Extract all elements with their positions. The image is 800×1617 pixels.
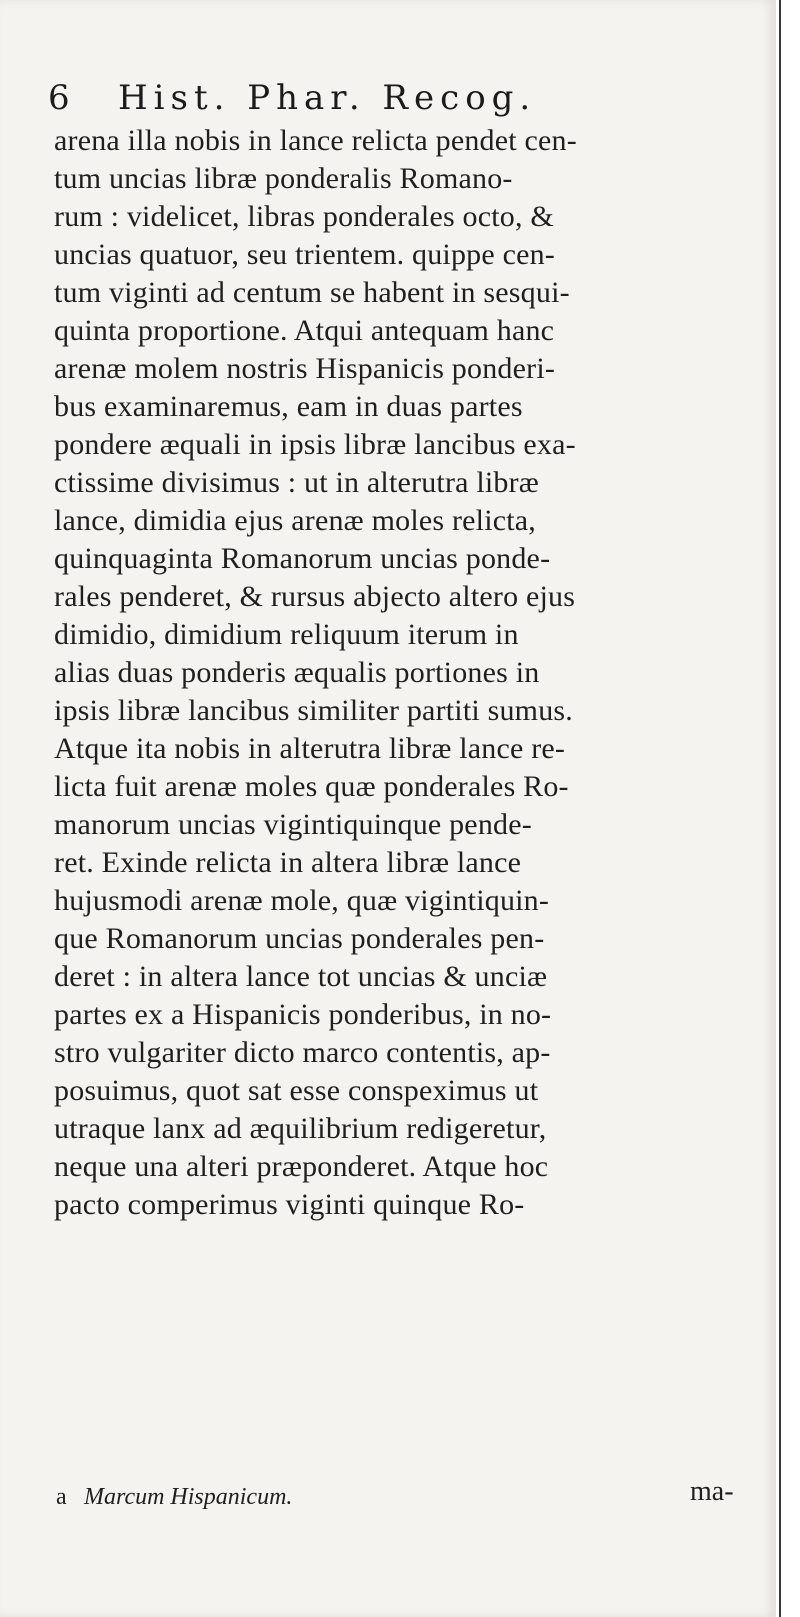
text-line: Atque ita nobis in alterutra libræ lance re- — [54, 732, 566, 765]
text-line: quinquaginta Romanorum uncias ponde- — [54, 542, 551, 575]
text-line: lance, dimidia ejus arenæ moles relicta, — [54, 504, 536, 537]
footnote — [56, 1484, 756, 1512]
text-line: pacto comperimus viginti quinque Ro- — [54, 1188, 525, 1221]
text-line: rum : videlicet, libras ponderales octo, & — [54, 200, 554, 233]
text-line: posuimus, quot sat esse conspeximus ut — [54, 1074, 539, 1107]
footnote-text: Marcum Hispanicum. — [84, 1484, 293, 1510]
text-line: partes ex a Hispanicis ponderibus, in no- — [54, 998, 552, 1031]
text-line: licta fuit arenæ moles quæ ponderales Ro- — [54, 770, 569, 803]
text-line: que Romanorum uncias ponderales pen- — [54, 922, 545, 955]
text-line: arenæ molem nostris Hispanicis ponderi- — [54, 352, 556, 385]
page-number: 6 — [48, 78, 76, 118]
text-line: utraque lanx ad æquilibrium redigeretur, — [54, 1112, 547, 1145]
text-line: uncias quatuor, seu trientem. quippe cen- — [54, 238, 556, 271]
text-line: pondere æquali in ipsis libræ lancibus exa- — [54, 428, 576, 461]
text-line: dimidio, dimidium reliquum iterum in — [54, 618, 519, 651]
catchword: ma- — [690, 1476, 734, 1507]
text-line: hujusmodi arenæ mole, quæ vigintiquin- — [54, 884, 550, 917]
text-line: quinta proportione. Atqui antequam hanc — [54, 314, 555, 347]
text-line: tum viginti ad centum se habent in sesqui- — [54, 276, 570, 309]
running-title: Hist. Phar. Recog. — [118, 78, 537, 118]
footnote-mark: a — [56, 1484, 67, 1510]
text-line: ipsis libræ lancibus similiter partiti sumus. — [54, 694, 573, 727]
text-line: bus examinaremus, eam in duas partes — [54, 390, 523, 423]
text-line: ret. Exinde relicta in altera libræ lance — [54, 846, 522, 879]
main-text — [54, 122, 764, 1224]
page-edge-line — [779, 0, 781, 1617]
text-line: deret : in altera lance tot uncias & unciæ — [54, 960, 548, 993]
text-line: arena illa nobis in lance relicta pendet cen- — [54, 124, 577, 157]
text-line: neque una alteri præponderet. Atque hoc — [54, 1150, 549, 1183]
text-line: tum uncias libræ ponderalis Romano- — [54, 162, 513, 195]
text-line: ctissime divisimus : ut in alterutra libræ — [54, 466, 540, 499]
text-line: rales penderet, & rursus abjecto altero ejus — [54, 580, 576, 613]
text-line: stro vulgariter dicto marco contentis, ap- — [54, 1036, 551, 1069]
text-line: manorum uncias vigintiquinque pende- — [54, 808, 532, 841]
running-header — [48, 78, 748, 118]
text-line: alias duas ponderis æqualis portiones in — [54, 656, 540, 689]
